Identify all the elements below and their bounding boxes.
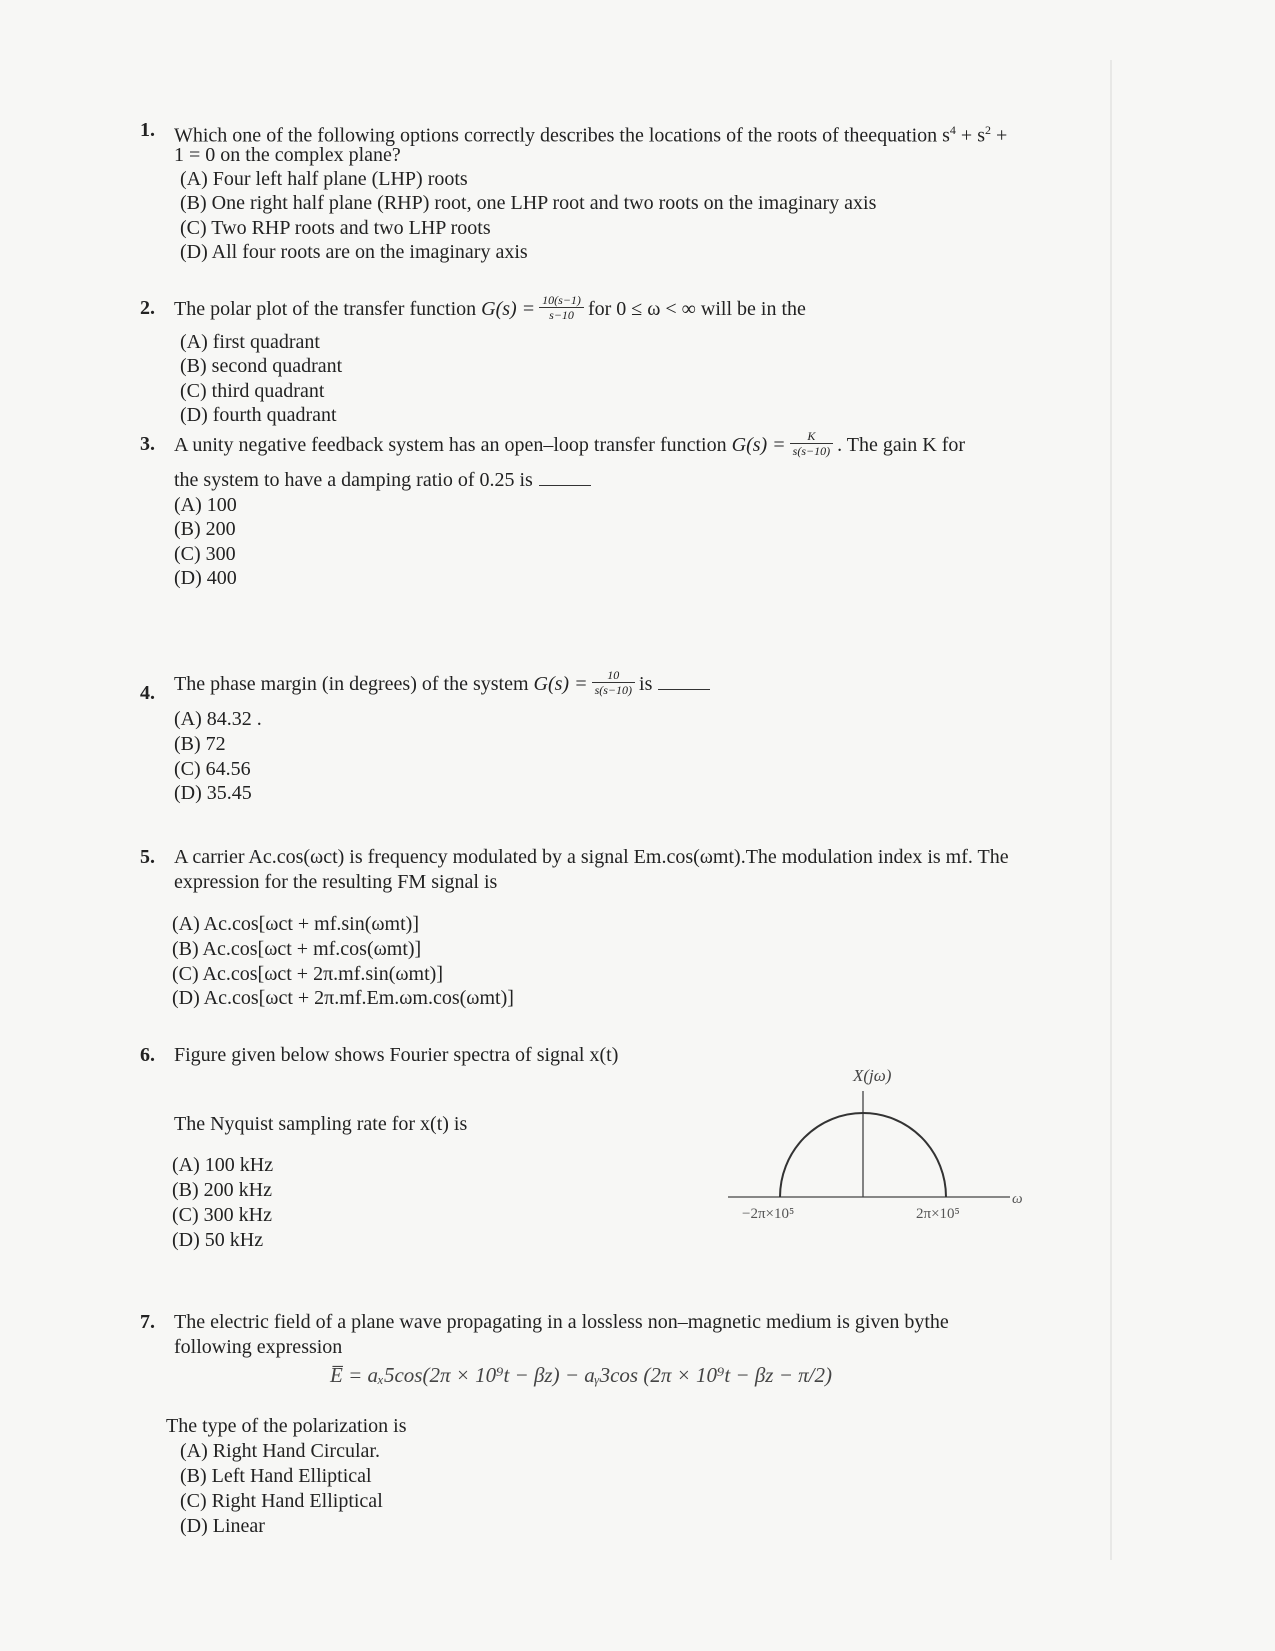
question-number: 5. [140, 846, 155, 868]
option-d: (D) 35.45 [174, 782, 252, 804]
question-text-line1: A carrier Ac.cos(ωct) is frequency modulated by a signal Em.cos(ωmt).The modulation index is mf. The [174, 846, 1009, 868]
question-text-line1: Figure given below shows Fourier spectra of signal x(t) [174, 1044, 619, 1066]
question-text-line2: the system to have a damping ratio of 0.25 is [174, 468, 591, 494]
question-number: 3. [140, 433, 155, 455]
option-c: (C) Ac.cos[ωct + 2π.mf.sin(ωmt)] [172, 963, 443, 985]
option-a: (A) first quadrant [180, 331, 320, 353]
option-b: (B) second quadrant [180, 355, 343, 377]
option-d: (D) 50 kHz [172, 1229, 264, 1251]
option-a: (A) Right Hand Circular. [180, 1440, 380, 1462]
option-a: (A) Ac.cos[ωct + mf.sin(ωmt)] [172, 913, 419, 935]
question-number: 6. [140, 1044, 155, 1066]
option-c: (C) 300 kHz [172, 1204, 272, 1226]
question-text-line2: 1 = 0 on the complex plane? [174, 144, 401, 166]
field-equation: E̅ = aₓ5cos(2π × 10⁹t − βz) − aᵧ3cos (2π × 10⁹t − βz − π/2) [330, 1363, 832, 1387]
question-text-line1: Which one of the following options correctly describes the locations of the roots of theequation $s^4 + s^2$ + [174, 123, 1008, 147]
option-d: (D) Ac.cos[ωct + 2π.mf.Em.ωm.cos(ωmt)] [172, 987, 514, 1009]
question-text-line2: The Nyquist sampling rate for x(t) is [174, 1113, 468, 1135]
question-text-line3: The type of the polarization is [166, 1415, 407, 1437]
right-tick-label: 2π×10⁵ [916, 1206, 960, 1222]
option-b: (B) One right half plane (RHP) root, one LHP root and two roots on the imaginary axis [180, 192, 877, 214]
option-c: (C) 300 [174, 543, 236, 565]
option-d: (D) fourth quadrant [180, 404, 337, 426]
question-text-line2: expression for the resulting FM signal is [174, 871, 498, 893]
question-number: 7. [140, 1311, 155, 1333]
option-b: (B) 200 [174, 518, 236, 540]
question-number: 2. [140, 297, 155, 319]
left-tick-label: −2π×10⁵ [742, 1206, 795, 1222]
question-number: 4. [140, 682, 155, 704]
option-a: (A) 100 [174, 494, 237, 516]
fourier-spectrum-figure [720, 1063, 1040, 1238]
option-a: (A) 84.32 . [174, 708, 262, 730]
option-d: (D) 400 [174, 567, 237, 589]
option-b: (B) 72 [174, 733, 226, 755]
option-a: (A) Four left half plane (LHP) roots [180, 168, 468, 190]
option-a: (A) 100 kHz [172, 1154, 274, 1176]
option-d: (D) All four roots are on the imaginary axis [180, 241, 528, 263]
option-b: (B) Left Hand Elliptical [180, 1465, 372, 1487]
question-text-line1: The polar plot of the transfer function G(s) = $\frac{10(s-1)}{s-10}$ for 0 ≤ ω < ∞ will be in the [174, 293, 806, 322]
option-c: (C) 64.56 [174, 758, 251, 780]
option-b: (B) 200 kHz [172, 1179, 272, 1201]
option-c: (C) Right Hand Elliptical [180, 1490, 383, 1512]
question-text-line1: The electric field of a plane wave propagating in a lossless non–magnetic medium is given bythe [174, 1311, 949, 1333]
question-text-line2: following expression [174, 1336, 343, 1358]
option-d: (D) Linear [180, 1515, 265, 1537]
figure-title: X(jω) [853, 1066, 892, 1085]
question-number: 1. [140, 119, 155, 141]
option-c: (C) third quadrant [180, 380, 325, 402]
question-text-line1: A unity negative feedback system has an open–loop transfer function G(s) = $\frac{K}{s(s-10)}$ . The gain K for [174, 429, 966, 458]
question-text-line1: The phase margin (in degrees) of the system G(s) = $\frac{10}{s(s-10)}$ is [174, 671, 710, 700]
page-edge [1110, 60, 1112, 1560]
option-b: (B) Ac.cos[ωct + mf.cos(ωmt)] [172, 938, 422, 960]
option-c: (C) Two RHP roots and two LHP roots [180, 217, 491, 239]
omega-axis-label: ω [1012, 1191, 1023, 1207]
